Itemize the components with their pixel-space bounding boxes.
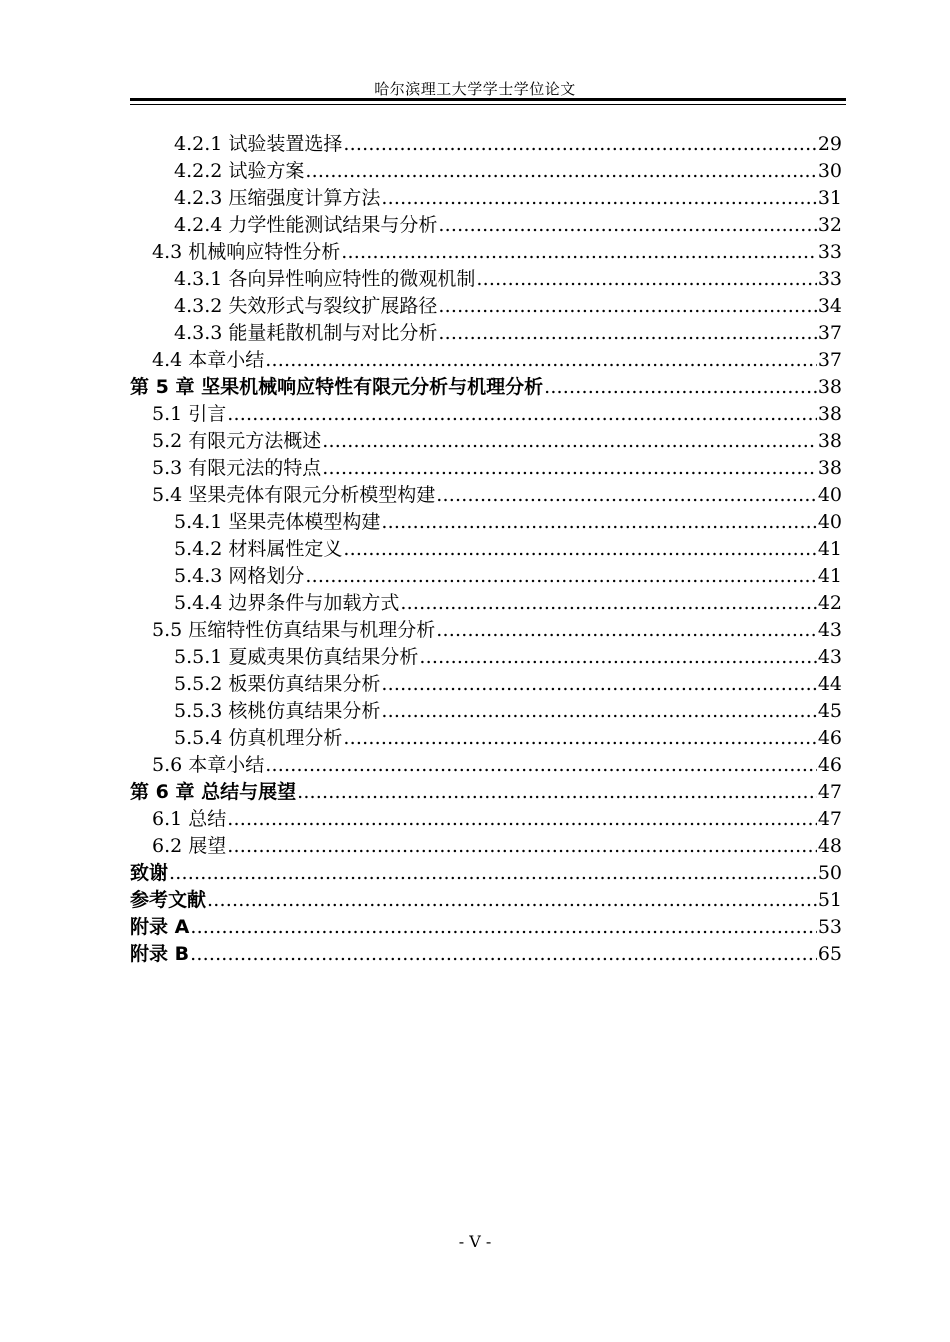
toc-entry-page: 65 bbox=[817, 943, 842, 965]
toc-dot-leader bbox=[207, 887, 817, 914]
toc-dot-leader bbox=[190, 914, 816, 941]
toc-entry-label: 6.1 总结 bbox=[152, 808, 227, 830]
toc-entry[interactable] bbox=[130, 833, 842, 860]
toc-entry[interactable] bbox=[130, 293, 842, 320]
toc-entry[interactable] bbox=[130, 374, 842, 401]
toc-entry-label: 5.5.2 板栗仿真结果分析 bbox=[174, 673, 381, 695]
toc-dot-leader bbox=[436, 617, 817, 644]
header-rule-thick bbox=[130, 98, 846, 101]
toc-entry[interactable] bbox=[130, 482, 842, 509]
toc-entry[interactable] bbox=[130, 752, 842, 779]
toc-dot-leader bbox=[265, 752, 817, 779]
toc-entry-label: 4.2.4 力学性能测试结果与分析 bbox=[174, 214, 438, 236]
toc-entry-label: 5.5.3 核桃仿真结果分析 bbox=[174, 700, 381, 722]
toc-entry-label: 4.4 本章小结 bbox=[152, 349, 265, 371]
toc-entry[interactable] bbox=[130, 428, 842, 455]
toc-entry-label: 5.4.4 边界条件与加载方式 bbox=[174, 592, 400, 614]
toc-dot-leader bbox=[438, 212, 816, 239]
toc-entry-label: 6.2 展望 bbox=[152, 835, 227, 857]
toc-entry-label: 5.5.1 夏威夷果仿真结果分析 bbox=[174, 646, 419, 668]
toc-entry-page: 38 bbox=[817, 376, 842, 398]
toc-entry-label: 5.5.4 仿真机理分析 bbox=[174, 727, 343, 749]
page-number: - V - bbox=[458, 1232, 492, 1251]
toc-entry[interactable] bbox=[130, 266, 842, 293]
toc-entry-page: 31 bbox=[817, 187, 842, 209]
toc-dot-leader bbox=[476, 266, 816, 293]
toc-entry-page: 40 bbox=[817, 484, 842, 506]
toc-dot-leader bbox=[169, 860, 817, 887]
toc-entry-label: 4.3.2 失效形式与裂纹扩展路径 bbox=[174, 295, 438, 317]
toc-dot-leader bbox=[436, 482, 817, 509]
toc-entry-page: 37 bbox=[817, 322, 842, 344]
toc-entry-label: 5.5 压缩特性仿真结果与机理分析 bbox=[152, 619, 436, 641]
toc-dot-leader bbox=[227, 401, 817, 428]
toc-entry[interactable] bbox=[130, 131, 842, 158]
toc-dot-leader bbox=[438, 293, 816, 320]
toc-entry[interactable] bbox=[130, 401, 842, 428]
toc-entry-page: 45 bbox=[817, 700, 842, 722]
toc-dot-leader bbox=[190, 941, 817, 968]
toc-entry-page: 34 bbox=[817, 295, 842, 317]
toc-entry[interactable] bbox=[130, 671, 842, 698]
toc-entry-page: 38 bbox=[817, 403, 842, 425]
toc-dot-leader bbox=[400, 590, 816, 617]
toc-dot-leader bbox=[322, 428, 817, 455]
toc-entry-label: 第 5 章 坚果机械响应特性有限元分析与机理分析 bbox=[130, 376, 544, 398]
toc-entry-label: 第 6 章 总结与展望 bbox=[130, 781, 297, 803]
toc-dot-leader bbox=[227, 806, 817, 833]
toc-entry-label: 附录 B bbox=[130, 943, 190, 965]
toc-entry-page: 47 bbox=[817, 808, 842, 830]
toc-dot-leader bbox=[381, 671, 816, 698]
toc-entry[interactable] bbox=[130, 806, 842, 833]
toc-entry-label: 5.4.3 网格划分 bbox=[174, 565, 305, 587]
toc-dot-leader bbox=[265, 347, 817, 374]
toc-entry[interactable] bbox=[130, 563, 842, 590]
toc-entry-page: 41 bbox=[817, 565, 842, 587]
toc-entry-label: 4.2.3 压缩强度计算方法 bbox=[174, 187, 381, 209]
toc-entry-page: 30 bbox=[817, 160, 842, 182]
toc-dot-leader bbox=[381, 698, 816, 725]
toc-entry-page: 43 bbox=[817, 646, 842, 668]
toc-entry-label: 5.2 有限元方法概述 bbox=[152, 430, 322, 452]
toc-entry[interactable] bbox=[130, 536, 842, 563]
running-header: 哈尔滨理工大学学士学位论文 bbox=[374, 80, 576, 98]
toc-dot-leader bbox=[297, 779, 817, 806]
toc-dot-leader bbox=[305, 563, 816, 590]
toc-entry-page: 46 bbox=[817, 727, 842, 749]
toc-entry-page: 48 bbox=[817, 835, 842, 857]
toc-entry-label: 5.4.2 材料属性定义 bbox=[174, 538, 343, 560]
toc-entry-label: 5.4.1 坚果壳体模型构建 bbox=[174, 511, 381, 533]
toc-entry-page: 32 bbox=[817, 214, 842, 236]
toc-entry[interactable] bbox=[130, 212, 842, 239]
toc-entry[interactable] bbox=[130, 455, 842, 482]
toc-entry-page: 33 bbox=[817, 268, 842, 290]
toc-entry[interactable] bbox=[130, 860, 842, 887]
toc-entry[interactable] bbox=[130, 698, 842, 725]
toc-entry[interactable] bbox=[130, 347, 842, 374]
table-of-contents bbox=[130, 131, 842, 968]
toc-dot-leader bbox=[419, 644, 816, 671]
toc-dot-leader bbox=[227, 833, 817, 860]
toc-entry[interactable] bbox=[130, 617, 842, 644]
toc-entry[interactable] bbox=[130, 914, 842, 941]
toc-entry-page: 44 bbox=[817, 673, 842, 695]
toc-entry[interactable] bbox=[130, 509, 842, 536]
toc-entry[interactable] bbox=[130, 941, 842, 968]
toc-entry-page: 33 bbox=[817, 241, 842, 263]
toc-entry-page: 29 bbox=[817, 133, 842, 155]
toc-entry-page: 40 bbox=[817, 511, 842, 533]
toc-dot-leader bbox=[438, 320, 816, 347]
toc-entry-label: 4.3 机械响应特性分析 bbox=[152, 241, 341, 263]
toc-dot-leader bbox=[381, 509, 816, 536]
toc-entry[interactable] bbox=[130, 725, 842, 752]
toc-entry-label: 4.3.3 能量耗散机制与对比分析 bbox=[174, 322, 438, 344]
toc-entry-label: 4.3.1 各向异性响应特性的微观机制 bbox=[174, 268, 476, 290]
toc-dot-leader bbox=[544, 374, 817, 401]
toc-entry-label: 4.2.2 试验方案 bbox=[174, 160, 305, 182]
toc-dot-leader bbox=[305, 158, 816, 185]
toc-entry-page: 37 bbox=[817, 349, 842, 371]
toc-entry[interactable] bbox=[130, 590, 842, 617]
toc-entry-label: 致谢 bbox=[130, 862, 169, 884]
toc-entry[interactable] bbox=[130, 185, 842, 212]
toc-entry[interactable] bbox=[130, 779, 842, 806]
toc-entry-page: 53 bbox=[817, 916, 842, 938]
toc-entry-label: 5.3 有限元法的特点 bbox=[152, 457, 322, 479]
toc-dot-leader bbox=[381, 185, 816, 212]
toc-entry-label: 5.4 坚果壳体有限元分析模型构建 bbox=[152, 484, 436, 506]
toc-entry-page: 46 bbox=[817, 754, 842, 776]
toc-entry-label: 参考文献 bbox=[130, 889, 207, 911]
toc-entry[interactable] bbox=[130, 158, 842, 185]
toc-entry-page: 50 bbox=[817, 862, 842, 884]
toc-entry[interactable] bbox=[130, 887, 842, 914]
toc-entry-page: 43 bbox=[817, 619, 842, 641]
header-rule-thin bbox=[130, 104, 846, 105]
toc-entry-label: 附录 A bbox=[130, 916, 190, 938]
toc-entry-page: 42 bbox=[817, 592, 842, 614]
toc-entry-label: 5.1 引言 bbox=[152, 403, 227, 425]
toc-entry-page: 47 bbox=[817, 781, 842, 803]
toc-entry[interactable] bbox=[130, 644, 842, 671]
toc-entry[interactable] bbox=[130, 320, 842, 347]
toc-dot-leader bbox=[343, 536, 816, 563]
toc-entry-label: 5.6 本章小结 bbox=[152, 754, 265, 776]
toc-entry[interactable] bbox=[130, 239, 842, 266]
toc-dot-leader bbox=[322, 455, 817, 482]
toc-dot-leader bbox=[341, 239, 817, 266]
toc-entry-page: 38 bbox=[817, 430, 842, 452]
toc-entry-label: 4.2.1 试验装置选择 bbox=[174, 133, 343, 155]
toc-entry-page: 38 bbox=[817, 457, 842, 479]
toc-entry-page: 41 bbox=[817, 538, 842, 560]
toc-dot-leader bbox=[343, 131, 816, 158]
toc-dot-leader bbox=[343, 725, 816, 752]
toc-entry-page: 51 bbox=[817, 889, 842, 911]
